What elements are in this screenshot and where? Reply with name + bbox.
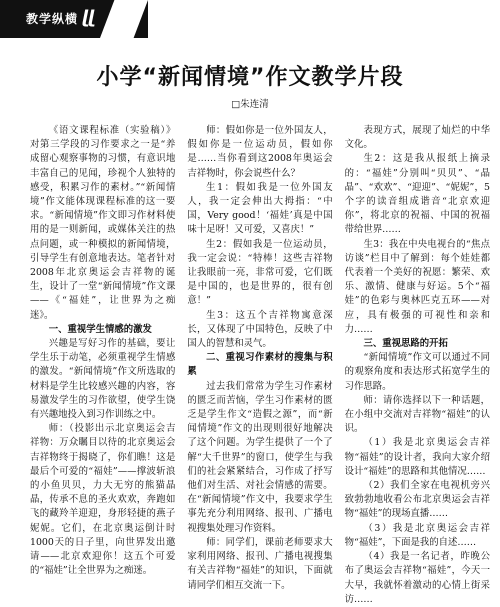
section-heading: 三、重视思路的开拓 [363,338,448,350]
section-heading: 二、重视习作素材的搜集与积累 [187,352,333,378]
paragraph: （4）我是一名记者，昨晚公布了奥运会吉祥物“福娃”，今天一大早，我就怀着激动的心情上街采访…… [344,551,490,605]
paragraph: 师：同学们，课前老师要求大家利用网络、报刊、广播电视搜集有关吉祥物“福娃”的知识，下面就请同学们相互交流一下。 [187,536,333,591]
paragraph: 过去我们常常为学生习作素材的匮乏而苦恼，学生习作素材的匮乏是学生作文“造假之源”，而“新闻情境”作文的出现则很好地解决了这个问题。为学生提供了一个了解“大千世界”的窗口，使学生与我们的社会紧紧结合，习作成了抒写他们对生活、对社会情感的需要。在“新闻情境”作文中，我要求学生事先充分利用网络、报刊、广播电视搜集处理习作资料。 [187,380,333,534]
paragraph: 师：（投影出示北京奥运会吉祥物：万众瞩目以待的北京奥运会吉祥物终于揭晓了，你们瞧！这是最后个可爱的“福娃”——撑波斩浪的小鱼贝贝，力大无穷的熊猫晶晶，传承不息的圣火欢欢，奔跑如飞的藏羚羊迎迎，身形轻捷的燕子妮妮。它们，在北京奥运倒计时1000天的日子里，向世界发出邀请——北京欢迎你！这五个可爱的“福娃”让全世界为之痴迷。 [30,423,176,577]
paragraph: 生2：这是我从报纸上摘录的：“福娃”分别叫“贝贝”、“晶晶”、“欢欢”、“迎迎”、“妮妮”，5个字的读音组成谐音“北京欢迎你”，将北京的祝福、中国的祝福带给世界…… [344,153,490,236]
paragraph: “新闻情境”作文可以通过不同的观察角度和表达形式拓宽学生的习作思路。 [344,352,490,392]
paragraph: 生2：假如我是一位运动员，我一定会说：“特棒！这些吉祥物让我眼前一亮，非常可爱，它们既是中国的，也是世界的，很有创意！” [187,238,333,307]
column-label: 教学纵横 [26,12,79,26]
paragraph: （2）我们全家在电视机旁兴致勃勃地收看公布北京奥运会吉祥物“福娃”的现场直播…… [344,480,490,520]
article-author: □朱连清 [231,99,269,110]
section-heading: 一、重视学生情感的激发 [48,323,152,335]
text-column-2 [187,124,333,591]
text-column-1 [30,124,176,577]
paragraph: 生1：假如我是一位外国友人，我一定会伸出大拇指：“中国，Very good！‘福娃’真是中国味十足呀！又可爱，又喜庆！” [187,181,333,236]
paragraph: 兴趣是写好习作的基础，要让学生乐于动笔，必须重视学生情感的激发。“新闻情境”作文所选取的材料是学生比较感兴趣的内容，容易激发学生的习作欲望，使学生饶有兴趣地投入到习作训练之中。 [30,338,176,421]
article-title: 小学“新闻情境”作文教学片段 [96,65,404,90]
paragraph: 师：假如你是一位外国友人，假如你是一位运动员，假如你是……当你看到这2008年奥运会吉祥物时，你会说些什么？ [187,125,333,179]
paragraph: 生3：我在中央电视台的“焦点访谈”栏目中了解到：每个娃娃都代表着一个美好的祝愿：繁荣、欢乐、激情、健康与好运。5个“福娃”的色彩与奥林匹克五环——对应，具有极强的可视性和亲和力…… [344,238,490,335]
column-logo-icon: ɭɭ [82,7,95,28]
paragraph: 生3：这五个吉祥物寓意深长，又体现了中国特色，反映了中国人的智慧和灵气。 [187,309,333,350]
column-header-band [0,0,148,38]
article-body [30,124,490,605]
header-slash-decoration [100,0,148,38]
paragraph: 《语文课程标准（实验稿）》对第三学段的习作要求之一是“养成留心观察事物的习惯，有意识地丰富自己的见闻，珍视个人独特的感受，积累习作的素材。”“新闻情境”作文能体现课程标准的这一要求。“新闻情境”作文即习作材料使用的是一则新闻，或媒体关注的热点问题，或一种模拟的新闻情境，引导学生有创意地表达。笔者针对2008年北京奥运会吉祥物的诞生，设计了一堂“新闻情境”作文课——《“福娃”，让世界为之痴迷》。 [30,125,176,321]
paragraph: 表现方式，展现了灿烂的中华文化。 [344,125,490,151]
paragraph: 师：请你选择以下一种话题，在小组中交流对吉祥物“福娃”的认识。 [344,394,490,435]
paragraph: （1）我是北京奥运会吉祥物“福娃”的设计者，我向大家介绍设计“福娃”的思路和其他情况…… [344,437,490,477]
paragraph: （3）我是北京奥运会吉祥物“福娃”，下面是我的自述…… [344,522,490,548]
text-column-3 [344,124,490,605]
